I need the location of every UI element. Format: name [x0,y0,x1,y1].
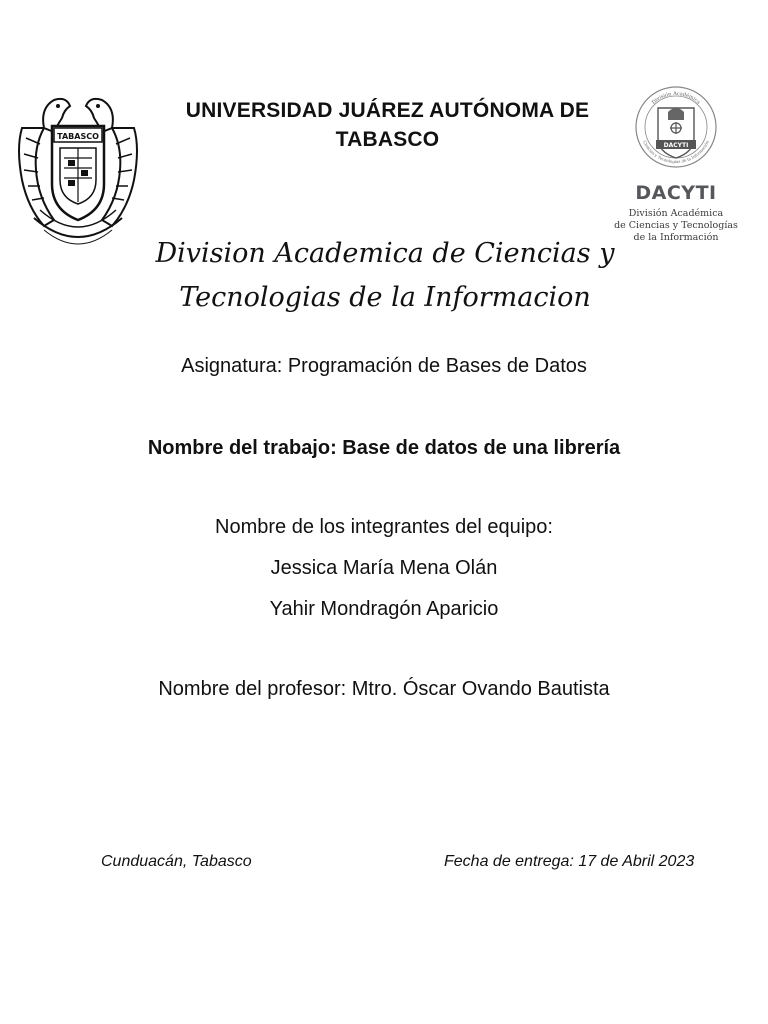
dacyti-logo [612,84,740,254]
team-heading: Nombre de los integrantes del equipo: [215,516,553,538]
seal-banner-text: DACYTI [663,142,689,149]
subject-line: Asignatura: Programación de Bases de Datos [181,355,587,377]
teacher-line: Nombre del profesor: Mtro. Óscar Ovando Bautista [158,678,610,700]
university-crest-logo [14,88,142,252]
dacyti-seal-icon [634,84,718,170]
dacyti-sub-line-1: División Académica [628,208,724,219]
seal-bottom-text: Ciencias y Tecnologías de la Información [642,139,710,165]
seal-top-text: División Académica [650,90,702,106]
team-member: Yahir Mondragón Aparicio [269,598,499,620]
division-title-line-2: Tecnologias de la Informacion [179,282,591,313]
dacyti-name: DACYTI [635,182,717,204]
division-title [100,232,670,320]
svg-text:División Académica [651,91,701,106]
university-title [150,96,625,154]
work-title: Nombre del trabajo: Base de datos de una librería [147,437,621,459]
crest-banner-text: TABASCO [57,132,99,141]
university-title-line-2: TABASCO [335,128,440,151]
delivery-date: Fecha de entrega: 17 de Abril 2023 [444,853,695,870]
division-title-line-1: Division Academica de Ciencias y [155,238,615,269]
team-member: Jessica María Mena Olán [270,557,498,579]
university-title-line-1: UNIVERSIDAD JUÁREZ AUTÓNOMA DE [185,99,590,122]
dacyti-sub-line-2: de Ciencias y Tecnologías [614,220,738,231]
dacyti-sub-line-3: de la Información [633,232,719,243]
location: Cunduacán, Tabasco [101,853,252,870]
